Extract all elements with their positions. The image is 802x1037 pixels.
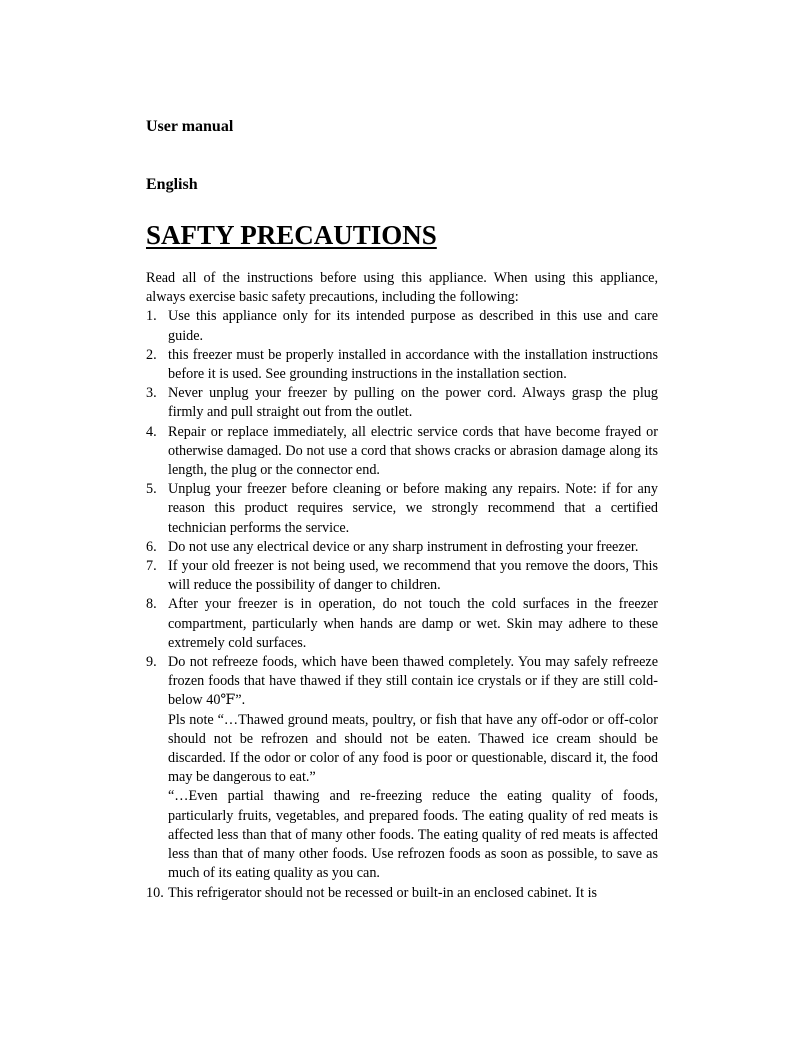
page-content [146, 117, 658, 903]
item-text: Use this appliance only for its intended purpose as described in this use and care guide. [168, 308, 658, 344]
item-text: this freezer must be properly installed in accordance with the installation instructions before it is used. See grounding instructions in the installation section. [168, 346, 658, 383]
item-note: “…Even partial thawing and re-freezing reduce the eating quality of foods, particularly fruits, vegetables, and prepared foods. The eating quality of red meats is affected less than that of many other foods. The eating quality of red meats is affected less than that of many other foods. Use refrozen foods as soon as possible, to save as much of its eating quality as you can. [168, 788, 658, 882]
item-text: Never unplug your freezer by pulling on the power cord. Always grasp the plug firmly and pull straight out from the outlet. [168, 385, 658, 421]
item-text: Unplug your freezer before cleaning or before making any repairs. Note: if for any reason this product requires service, we strongly recommend that a certified technician performs the service. [168, 481, 658, 536]
item-number: 2. [146, 346, 157, 363]
manual-label: User manual [146, 118, 234, 135]
item-note: Pls note “…Thawed ground meats, poultry, or fish that have any off-odor or off-color should not be refrozen and should not be eaten. Thawed ice cream should be discarded. If the odor or color of any food is poor or questionable, discard it, the food may be dangerous to eat.” [168, 711, 658, 786]
list-item [146, 538, 658, 557]
item-number: 4. [146, 423, 157, 440]
list-item [146, 595, 658, 653]
item-number: 6. [146, 538, 157, 555]
item-number: 7. [146, 558, 157, 575]
language-label: English [146, 176, 198, 193]
item-number: 8. [146, 596, 157, 613]
list-item [146, 480, 658, 538]
item-number: 3. [146, 385, 157, 402]
item-number: 5. [146, 481, 157, 498]
list-item [146, 557, 658, 595]
item-text: Do not refreeze foods, which have been thawed completely. You may safely refreeze frozen foods that have thawed if they still contain ice crystals or if they are still cold-below 40℉”. [168, 654, 658, 709]
list-item [146, 384, 658, 422]
precautions-list [146, 307, 658, 902]
item-text: Repair or replace immediately, all electric service cords that have become frayed or otherwise damaged. Do not use a cord that shows cracks or abrasion damage along its length, the plug or the connector end. [168, 423, 658, 479]
item-number: 10. [146, 884, 164, 901]
item-number: 1. [146, 308, 157, 325]
page-title: SAFTY PRECAUTIONS [146, 220, 437, 250]
item-text: After your freezer is in operation, do not touch the cold surfaces in the freezer compartment, particularly when hands are damp or wet. Skin may adhere to these extremely cold surfaces. [168, 596, 658, 651]
list-item [146, 423, 658, 481]
item-text: Do not use any electrical device or any sharp instrument in defrosting your freezer. [168, 538, 639, 555]
item-text: If your old freezer is not being used, we recommend that you remove the doors, This will reduce the possibility of danger to children. [168, 558, 658, 594]
item-text: This refrigerator should not be recessed or built-in an enclosed cabinet. It is [168, 884, 598, 901]
list-item [146, 346, 658, 384]
list-item [146, 307, 658, 345]
intro-paragraph: Read all of the instructions before using this appliance. When using this appliance, always exercise basic safety precautions, including the following: [146, 270, 658, 306]
list-item [146, 653, 658, 883]
item-number: 9. [146, 654, 157, 671]
list-item [146, 884, 658, 903]
